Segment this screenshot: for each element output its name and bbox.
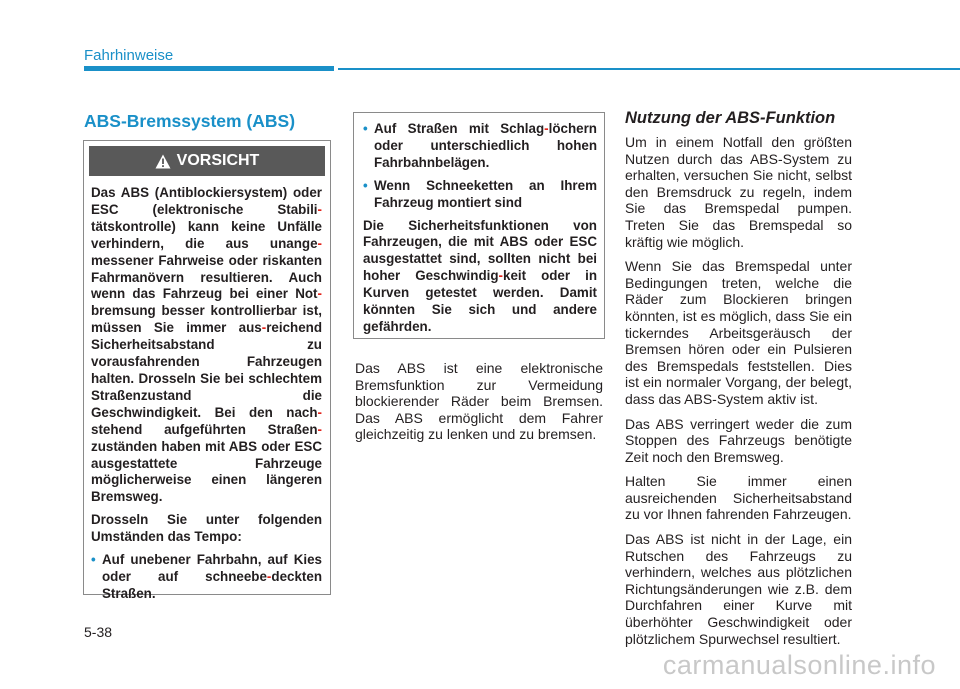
abs-intro-paragraph: Das ABS ist eine elektronische Bremsfunktion zur Vermeidung blockierender Räder beim Bremsen. Das ABS ermöglicht dem Fahrer gleichzeitig zu lenken und zu bremsen. (355, 360, 603, 443)
hyphen: - (317, 404, 322, 420)
text-run: Auf unebener Fahrbahn, auf Kies oder auf schneebe (102, 552, 322, 584)
caution-header (89, 146, 325, 176)
text-run: reichend Sicherheitsabstand zu vorausfahrenden Fahrzeugen halten. Drosseln Sie bei schlechtem Straßenzustand die Geschwindigkeit. Bei den nach (91, 320, 322, 420)
caution-body (363, 121, 597, 342)
body-paragraph: Um in einem Notfall den größten Nutzen durch das ABS-System zu erhalten, versuchen Sie nicht, selbst den Bremsdruck zu regeln, indem Sie das Bremspedal pumpen. Treten Sie das Bremspedal so kräftig wie möglich. (625, 134, 852, 250)
watermark: carmanualsonline.info (662, 650, 936, 680)
abs-usage-section (625, 109, 852, 655)
header-bar (84, 66, 334, 71)
warning-triangle-icon (155, 154, 171, 169)
text-run: stehend aufgeführten Straßen (91, 421, 318, 437)
body-paragraph: Wenn Sie das Bremspedal unter Bedingungen treten, welche die Räder zum Blockieren bringen könnten, ist es möglich, dass Sie ein tickerndes Arbeitsgeräusch der Bremsen hören oder ein Pulsieren des Bremspedals feststellen. Dies ist ein normaler Vorgang, der belegt, dass das ABS-System aktiv ist. (625, 258, 852, 407)
hyphen: - (317, 286, 322, 302)
text-run: bremsung besser kontrollierbar ist, müssen Sie immer aus (91, 303, 322, 336)
page-title: ABS-Bremssystem (ABS) (84, 111, 296, 131)
caution-body (91, 185, 322, 609)
text-run: löchern oder unterschiedlich hohen Fahrbahnbelägen. (374, 121, 597, 170)
hyphen: - (317, 201, 322, 217)
text-run: Wenn Schneeketten an Ihrem Fahrzeug montiert sind (374, 177, 597, 210)
caution-paragraph (363, 218, 597, 336)
text-run: Das ABS (Antiblockiersystem) oder ESC (elektronische Stabili (91, 185, 322, 217)
text-run: messener Fahrweise oder riskanten Fahrmanövern resultieren. Auch wenn das Fahrzeug bei einer Not (91, 252, 322, 302)
hyphen: - (498, 268, 503, 284)
bullet-dot: • (363, 121, 368, 136)
text-run: deckten Straßen. (102, 568, 322, 601)
hyphen: - (544, 121, 549, 136)
text-run: keit oder in Kurven getestet werden. Damit könnten Sie sich und andere gefährden. (363, 268, 597, 334)
section-header: Fahrhinweise (84, 47, 174, 64)
bullet-dot: • (363, 177, 368, 193)
hyphen: - (317, 421, 322, 437)
subsection-title: Nutzung der ABS-Funktion (625, 109, 836, 127)
body-paragraph: Halten Sie immer einen ausreichenden Sicherheitsabstand zu vor Ihnen fahrenden Fahrzeugen. (625, 473, 852, 523)
text-run: zuständen haben mit ABS oder ESC ausgestattete Fahrzeuge möglicherweise einen längeren Bremsweg. (91, 438, 322, 505)
body-paragraph: Das ABS ist nicht in der Lage, ein Rutschen des Fahrzeugs zu verhindern, welches aus plötzlichen Richtungsänderungen wie z.B. dem Durchfahren einer Kurve mit überhöhter Geschwindigkeit oder plötzlichem Spurwechsel resultiert. (625, 531, 852, 647)
hyphen: - (266, 568, 272, 584)
caution-bullet (363, 121, 597, 172)
caution-paragraph (91, 185, 322, 506)
caution-bullet (363, 178, 597, 212)
hyphen: - (261, 320, 267, 336)
caution-box (83, 140, 331, 601)
text-run: Die Sicherheitsfunktionen von Fahrzeugen, die mit ABS oder ESC ausgestattet sind, sollten nicht bei hoher Geschwindig (363, 217, 597, 284)
body-paragraph: Das ABS verringert weder die zum Stoppen des Fahrzeugs benötigte Zeit noch den Bremsweg. (625, 415, 852, 465)
caution-box-continued (353, 112, 605, 339)
hyphen: - (317, 235, 322, 251)
header-rule (338, 68, 960, 70)
page-number: 5-38 (84, 624, 113, 640)
text-run: tätskontrolle) kann keine Unfälle verhindern, die aus unange (91, 218, 322, 251)
caution-bullet (91, 552, 322, 603)
bullet-dot: • (91, 552, 96, 568)
text-run: Auf Straßen mit Schlag (374, 121, 545, 136)
caution-paragraph: Drosseln Sie unter folgenden Umständen das Tempo: (91, 512, 322, 545)
caution-label: VORSICHT (176, 152, 260, 169)
